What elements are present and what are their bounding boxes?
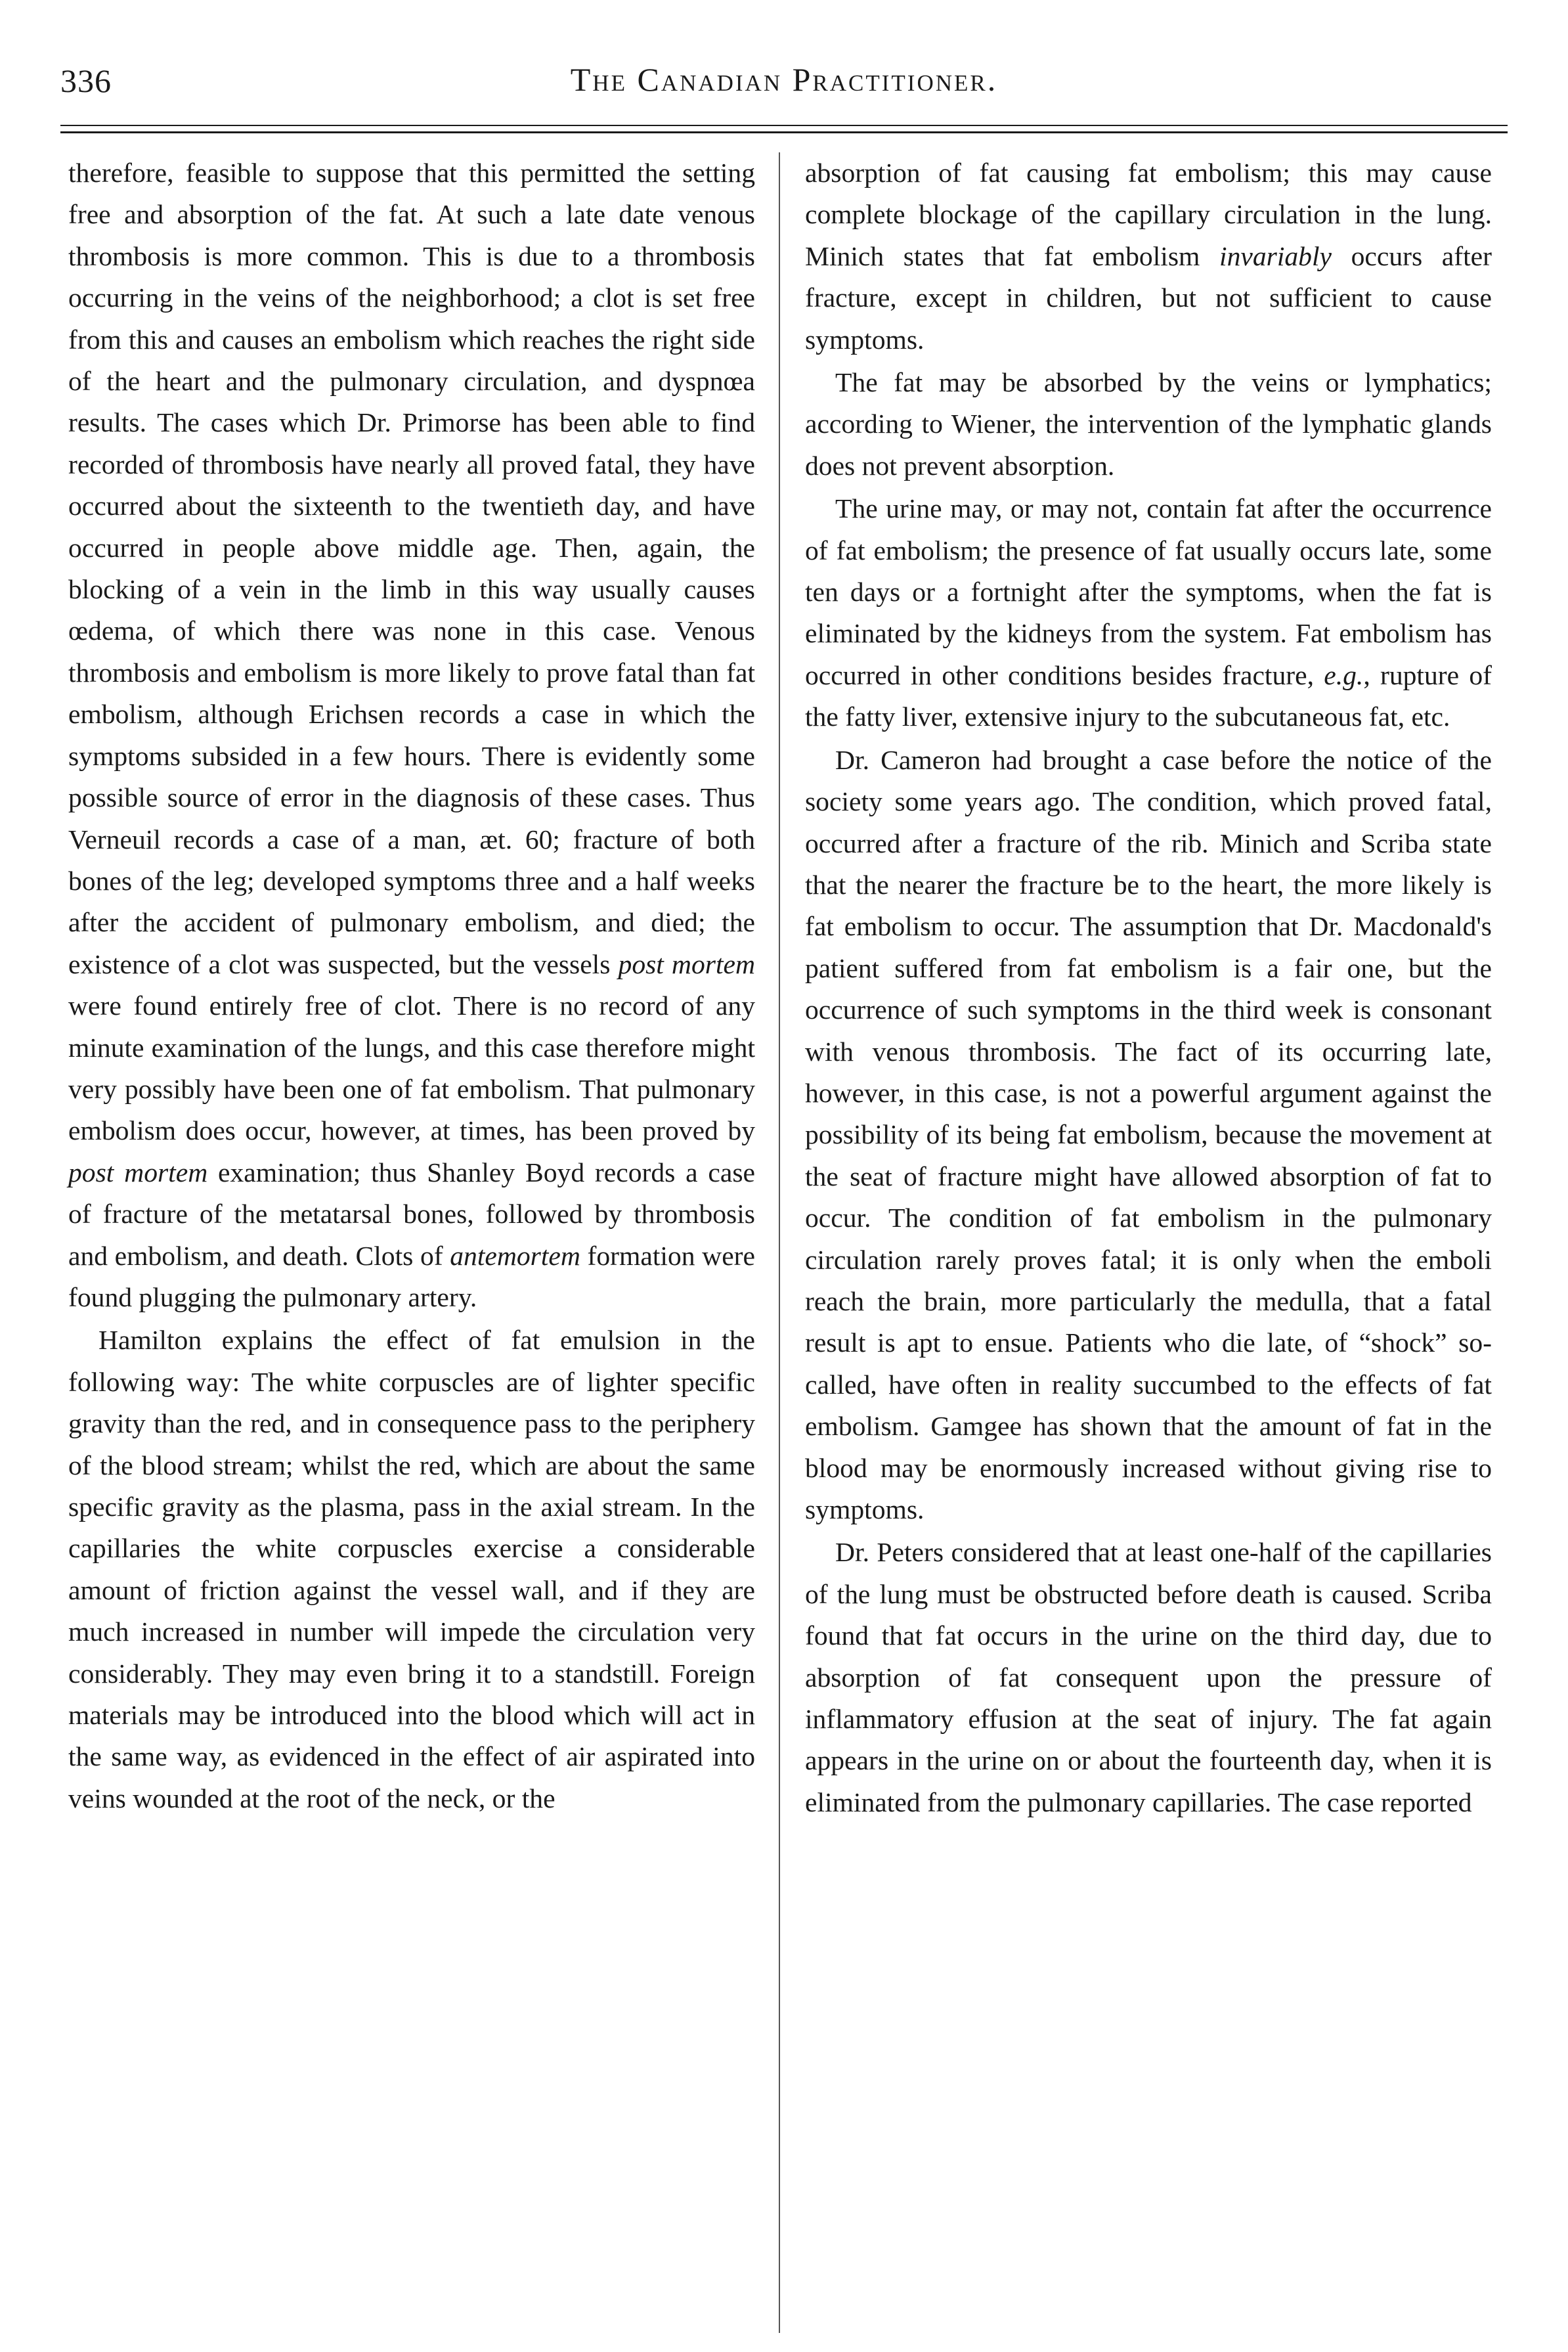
body-paragraph (805, 362, 1492, 487)
page-number: 336 (60, 62, 112, 99)
paragraph-text: Dr. Peters considered that at least one-half of the capillaries of the lung must be obstructed before death is caused. Scriba found that fat occurs in the urine on the third day, due to absorption of fat consequent upon the pressure of inflammatory effusion at the seat of injury. The fat again appears in the urine on or about the fourteenth day, when it is eliminated from the pulmonary capillaries. The case reported (805, 1537, 1492, 1817)
paragraph-text: Hamilton explains the effect of fat emulsion in the following way: The white corpuscles are of lighter specific gravity than the red, and in consequence pass to the periphery of the blood stream; whilst the red, which are about the same specific gravity as the plasma, pass in the axial stream. In the capillaries the white corpuscles exercise a considerable amount of friction against the vessel wall, and if they are much increased in number will impede the circulation very considerably. They may even bring it to a standstill. Foreign materials may be introduced into the blood which will act in the same way, as evidenced in the effect of air aspirated into veins wounded at the root of the neck, or the (68, 1325, 755, 1813)
header-rule (60, 125, 1508, 126)
italic-text: e.g. (1324, 659, 1364, 690)
body-paragraph (68, 1320, 755, 1819)
column-divider (779, 152, 780, 2333)
header-rule-double (60, 131, 1508, 133)
italic-text: post mortem (68, 1157, 208, 1187)
paragraph-text: The fat may be absorbed by the veins or lymphatics; according to Wiener, the intervention of the lymphatic glands does not prevent absorption. (805, 367, 1492, 481)
paragraph-text: , rupture of the fatty liver, extensive injury to the subcutaneous fat, etc. (805, 659, 1492, 732)
body-paragraph (805, 1532, 1492, 1823)
paragraph-text: formation were found plugging the pulmonary artery. (68, 1240, 755, 1312)
paragraph-text: examination; thus Shanley Boyd records a case of fracture of the metatarsal bones, followed by thrombosis and embolism, and death. Clots of (68, 1157, 755, 1271)
paragraph-text: The urine may, or may not, contain fat after the occurrence of fat embolism; the presence of fat usually occurs late, some ten days or a fortnight after the symptoms, when the fat is eliminated by the kidneys from the system. Fat embolism has occurred in other conditions besides fracture, (805, 493, 1492, 690)
paragraph-text: were found entirely free of clot. There is no record of any minute examination of the lungs, and this case therefore might very possibly have been one of fat embolism. That pulmonary embolism does occur, however, at times, has been proved by (68, 990, 755, 1146)
paragraph-text: Dr. Cameron had brought a case before the notice of the society some years ago. The condition, which proved fatal, occurred after a fracture of the rib. Minich and Scriba state that the nearer the fracture be to the heart, the more likely is fat embolism to occur. The assumption that Dr. Macdonald's patient suffered from fat embolism is a fair one, but the occurrence of such symptoms in the third week is consonant with venous thrombosis. The fact of its occurring late, however, in this case, is not a powerful argument against the possibility of its being fat embolism, because the movement at the seat of fracture might have allowed absorption of fat to occur. The condition of fat embolism in the pulmonary circulation rarely proves fatal; it is only when the emboli reach the brain, more particularly the medulla, that a fatal result is apt to ensue. Patients who die late, of “shock” so-called, have often in reality succumbed to the effects of fat embolism. Gamgee has shown that the amount of fat in the blood may be enormously increased without giving rise to symptoms. (805, 744, 1492, 1524)
paragraph-text: therefore, feasible to suppose that this permitted the setting free and absorption of the fat. At such a late date venous thrombosis is more common. This is due to a thrombosis occurring in the veins of the neighborhood; a clot is set free from this and causes an embolism which reaches the right side of the heart and the pulmonary circulation, and dyspnœa results. The cases which Dr. Primorse has been able to find recorded of thrombosis have nearly all proved fatal, they have occurred about the sixteenth to the twentieth day, and have occurred in people above middle age. Then, again, the blocking of a vein in the limb in this way usually causes œdema, of which there was none in this case. Venous thrombosis and embolism is more likely to prove fatal than fat embolism, although Erichsen records a case in which the symptoms subsided in a few hours. There is evidently some possible source of error in the diagnosis of these cases. Thus Verneuil records a case of a man, æt. 60; fracture of both bones of the leg; developed symptoms three and a half weeks after the accident of pulmonary embolism, and died; the existence of a clot was suspected, but the vessels (68, 158, 755, 979)
running-head (60, 53, 1508, 112)
italic-text: antemortem (450, 1240, 580, 1271)
body-paragraph (805, 152, 1492, 361)
italic-text: post mortem (618, 948, 756, 979)
paragraph-text: absorption of fat causing fat embolism; this may cause complete blockage of the capillary circulation in the lung. Minich states that fat embolism (805, 158, 1492, 271)
italic-text: invariably (1219, 240, 1332, 271)
body-paragraph (805, 488, 1492, 738)
paragraph-text: occurs after fracture, except in children, but not sufficient to cause symptoms. (805, 240, 1492, 355)
body-paragraph (68, 152, 755, 1318)
right-column (805, 152, 1492, 1823)
body-paragraph (805, 740, 1492, 1531)
journal-title: The Canadian Practitioner. (570, 61, 998, 98)
left-column (68, 152, 755, 1819)
